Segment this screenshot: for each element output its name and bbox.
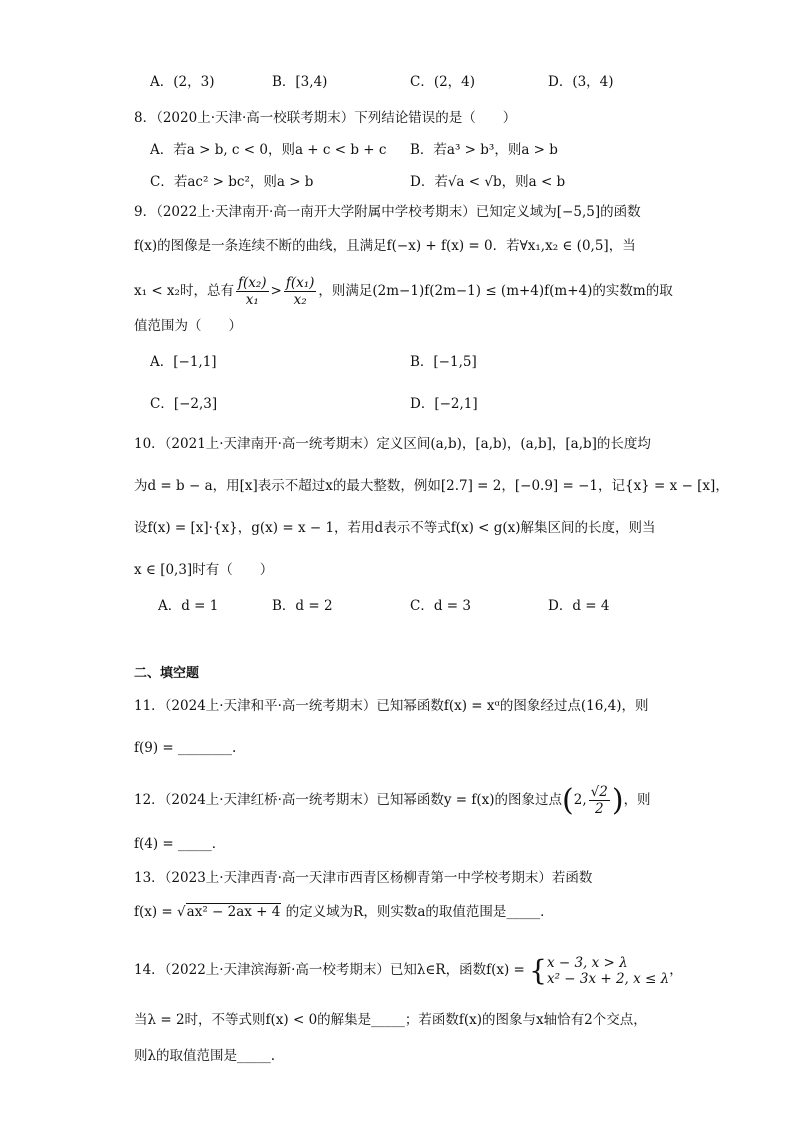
q13-line-2-start: f(x) = [134,904,178,920]
q9-fraction-2 [284,275,317,308]
q8-option-b: B．若a³ > b³，则a > b [410,142,558,158]
q14-piecewise-cases [547,955,669,987]
q9-option-a: A．[−1,1] [150,354,217,370]
q7-option-d: D．(3，4) [548,74,614,90]
q9-option-d: D．[−2,1] [410,396,478,412]
q10-option-d: D．d = 4 [548,598,610,614]
q7-option-a: A．(2，3) [150,74,215,90]
q14-line-2: 当λ = 2时，不等式则f(x) < 0的解集是_____；若函数f(x)的图象与x轴恰有2个交点， [134,1012,647,1028]
q7-option-b: B．[3,4) [272,74,328,90]
q14-case-1: x − 3, x > λ [546,954,628,971]
q10-line-1: 10．（2021上·天津南开·高一统考期末）定义区间(a,b)，[a,b)，(a,b]，[a,b]的长度均 [134,436,651,452]
q14-left-brace: { [529,953,547,987]
q12-fraction-denominator: 2 [594,801,604,817]
q14-line-3: 则λ的取值范围是_____. [134,1048,276,1064]
q10-option-c: C．d = 3 [410,598,471,614]
q12-fraction [589,784,610,817]
q9-line-3 [134,272,673,310]
q10-option-b: B．d = 2 [272,598,333,614]
q12-right-paren: ) [611,782,624,818]
q10-line-3: 设f(x) = [x]·{x}，g(x) = x − 1，若用d表示不等式f(x) < g(x)解集区间的长度，则当 [134,520,656,536]
q9-line-4: 值范围为（ ） [134,318,242,334]
q9-line-1: 9．（2022上·天津南开·高一南开大学附属中学校考期末）已知定义域为[−5,5]的函数 [134,204,641,220]
q14-case-2: x² − 3x + 2, x ≤ λ [546,970,670,987]
q9-fraction-1 [236,275,269,308]
q9-line-3-start: x₁ < x₂时，总有 [134,283,234,299]
q8-option-d: D．若√a < √b，则a < b [410,174,566,190]
q12-line-1-end: ，则 [623,792,651,808]
q14-line-1-end: ， [669,962,683,978]
q13-line-2-end: 的定义域为R，则实数a的取值范围是_____． [281,904,554,920]
q9-greater-than: > [270,283,282,299]
q13-sqrt-sign: √ [177,904,186,920]
q8-option-c: C．若ac² > bc²，则a > b [150,174,314,190]
q11-line-2: f(9) = ________. [134,740,237,756]
q7-option-c: C．(2，4) [410,74,476,90]
q9-fraction-2-numerator: f(x₁) [285,275,315,291]
q9-line-2: f(x)的图像是一条连续不断的曲线，且满足f(−x) + f(x) = 0．若∀x₁,x₂ ∈ (0,5]，当 [134,238,636,254]
q12-line-1 [134,782,651,818]
q8-stem: 8．（2020上·天津·高一校联考期末）下列结论错误的是（ ） [134,110,517,126]
section-heading-fill-in: 二、填空题 [134,666,200,681]
q9-option-b: B．[−1,5] [410,354,477,370]
q12-line-1-start: 12．（2024上·天津红桥·高一统考期末）已知幂函数y = f(x)的图象过点 [134,792,563,808]
q14-line-1 [134,952,683,988]
q13-radicand: ax² − 2ax + 4 [186,904,281,920]
q13-line-2 [134,902,554,922]
q10-line-4: x ∈ [0,3]时有（ ） [134,562,274,578]
q12-line-2: f(4) = _____． [134,836,226,852]
q11-line-1: 11．（2024上·天津和平·高一统考期末）已知幂函数f(x) = xᵅ的图象经过点(16,4)，则 [134,698,649,714]
q12-fraction-numerator: √2 [590,784,608,800]
q9-fraction-2-denominator: x₂ [293,292,307,308]
q12-left-paren: ( [562,782,574,818]
q9-fraction-1-numerator: f(x₂) [237,275,267,291]
q9-line-3-end: ，则满足(2m−1)f(2m−1) ≤ (m+4)f(m+4)的实数m的取 [318,283,673,299]
q9-option-c: C．[−2,3] [150,396,218,412]
q9-fraction-1-denominator: x₁ [245,292,259,308]
q12-point-x: 2, [573,792,587,808]
q10-option-a: A．d = 1 [158,598,219,614]
q10-line-2: 为d = b − a，用[x]表示不超过x的最大整数，例如[2.7] = 2，[−0.9] = −1，记{x} = x − [x]， [134,478,729,494]
q8-option-a: A．若a > b, c < 0，则a + c < b + c [150,142,387,158]
q14-line-1-start: 14．（2022上·天津滨海新·高一校考期末）已知λ∈R，函数f(x) = [134,962,530,978]
q13-line-1: 13．（2023上·天津西青·高一天津市西青区杨柳青第一中学校考期末）若函数 [134,870,593,886]
